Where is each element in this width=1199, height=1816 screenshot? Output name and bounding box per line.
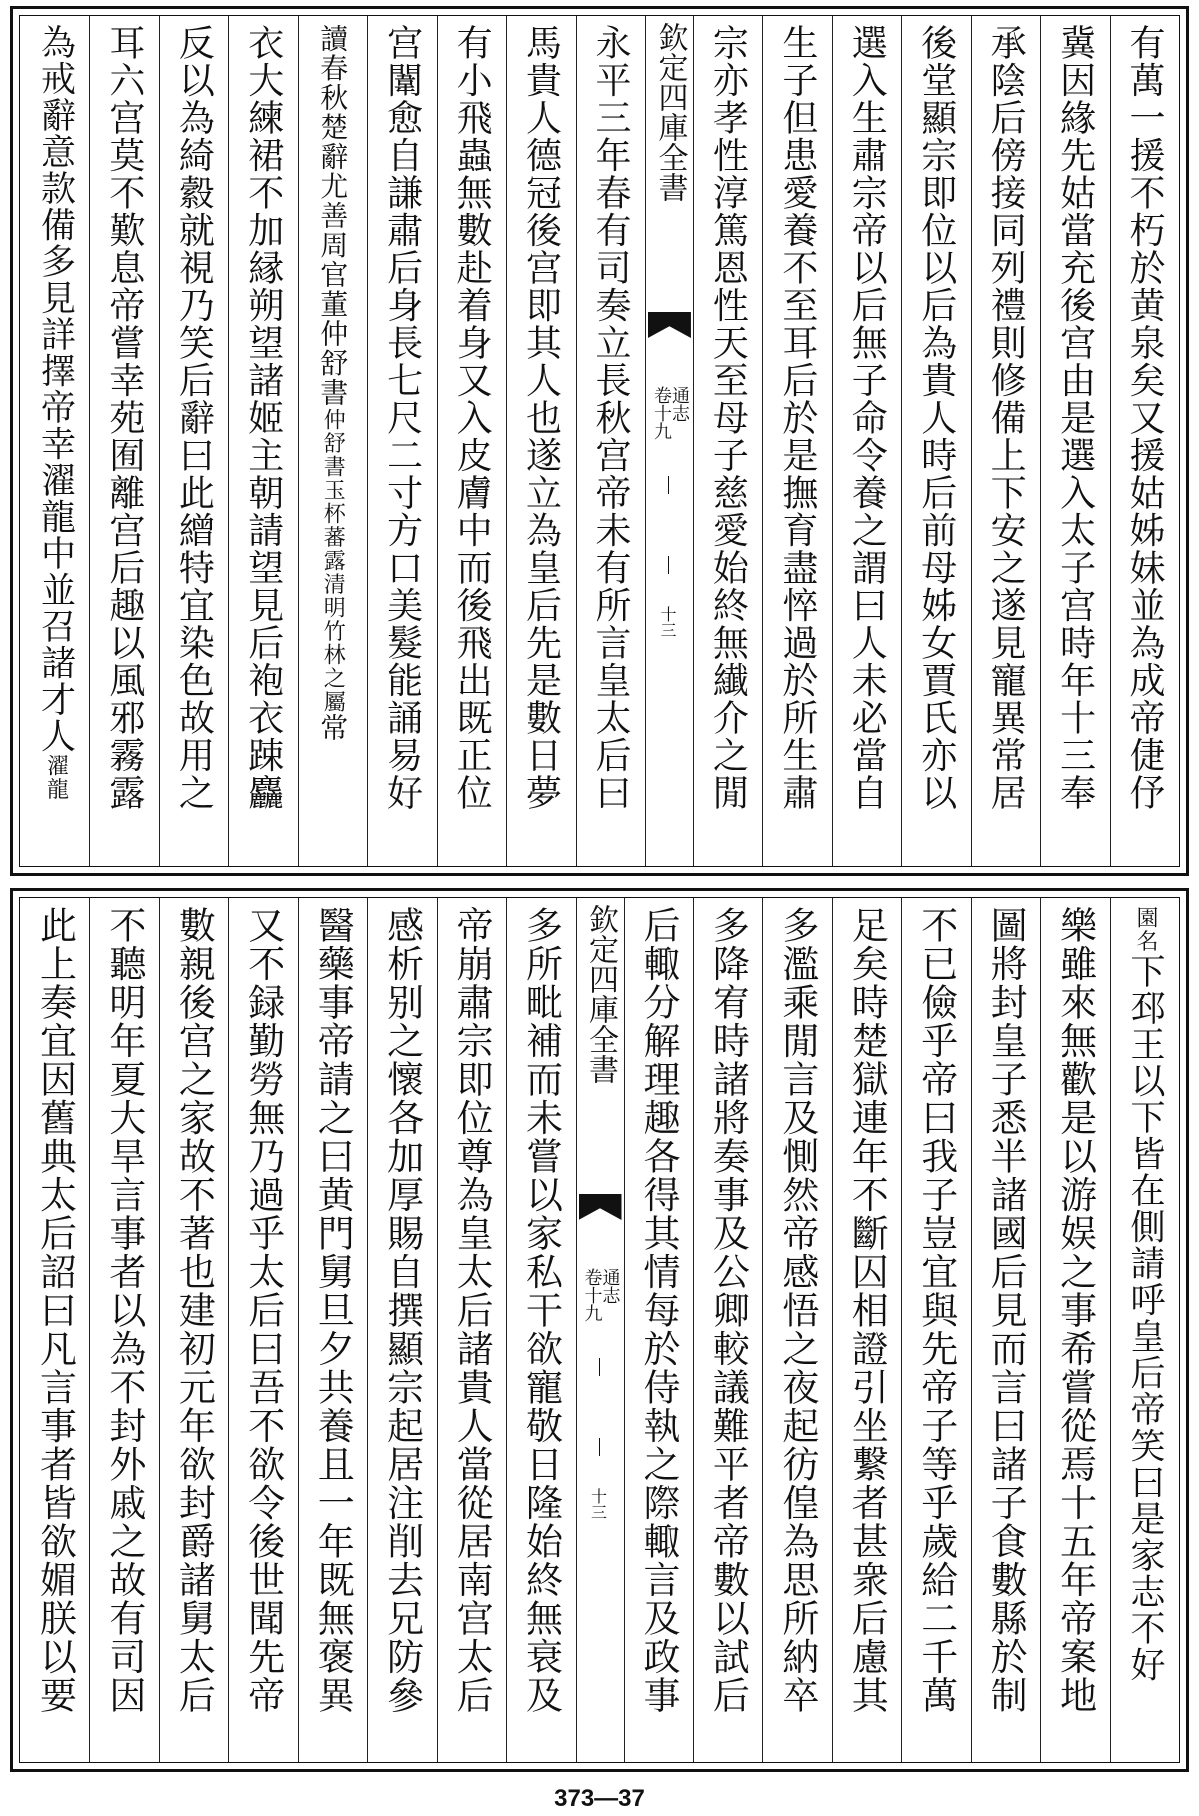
top-page-frame [19, 15, 1180, 867]
banner-page-number: 十三 [657, 606, 677, 638]
top-text-columns [20, 16, 1179, 866]
banner-volume-title: 通志 [599, 1268, 621, 1304]
text-column: 此上奏宜因舊典太后詔曰凡言事者皆欲媚朕以要 [33, 906, 77, 1715]
fish-tail-mark [579, 1194, 622, 1220]
text-column: 生子但患愛養不至耳后於是撫育盡悴過於所生肅 [762, 16, 831, 866]
fish-tail-mark [648, 312, 691, 338]
text-column: 帝崩肅宗即位尊為皇太后諸貴人當從居南宫太后 [437, 898, 506, 1762]
main-text: 下邳王以下皆在側請呼皇后帝笑曰是家志不好 [1125, 953, 1165, 1683]
text-column: 有萬一援不朽於黄泉矣又援姑姊妹並為成帝倢伃 [1110, 16, 1179, 866]
text-column: 醫藥事帝請之曰黄門舅旦夕共養且一年既無褒異 [298, 898, 367, 1762]
text-column: 后輙分解理趣各得其情每於侍執之際輙言及政事 [624, 898, 693, 1762]
banner-volume [652, 386, 688, 440]
bottom-text-columns [20, 898, 1179, 1762]
text-column: 後堂顯宗即位以后為貴人時后前母姊女賈氏亦以 [901, 16, 970, 866]
text-column: 選入生肅宗帝以后無子命令養之謂曰人未必當自 [832, 16, 901, 866]
annotation-note [43, 754, 67, 801]
banner-volume-number: 卷十九 [650, 386, 672, 440]
text-column: 不聽明年夏大旱言事者以為不封外戚之故有司因 [89, 898, 158, 1762]
banner-page-number: 十三 [588, 1488, 608, 1520]
banner-volume-number: 卷十九 [581, 1268, 603, 1322]
footer-page-number: 373—37 [554, 1785, 645, 1812]
banner-volume-title: 通志 [668, 386, 690, 422]
annotation-line: 龍 [43, 777, 69, 801]
text-column: 多所毗補而未嘗以家私干欲寵敬日隆始終無衰及 [506, 898, 575, 1762]
text-column: 有小飛蟲無數赴着身又入皮膚中而後飛出既正位 [437, 16, 506, 866]
text-column: 冀因緣先姑當充後宫由是選入太子宫時年十三奉 [1040, 16, 1109, 866]
banner-tick-mark [599, 1358, 600, 1376]
banner-title: 欽定四庫全書 [583, 904, 618, 1084]
text-column [298, 16, 367, 866]
center-banner [576, 898, 624, 1762]
main-text: 常 [316, 713, 350, 743]
bottom-page-panel [10, 888, 1189, 1772]
text-column: 反以為綺縠就視乃笑后辭曰此繒特宜染色故用之 [159, 16, 228, 866]
banner-tick-mark [599, 1438, 600, 1456]
text-column: 感析别之懷各加厚賜自撰顯宗起居注削去兄防參 [367, 898, 436, 1762]
text-column: 又不録勤勞無乃過乎太后曰吾不欲令後世聞先帝 [228, 898, 297, 1762]
banner-tick-mark [668, 556, 669, 574]
text-column: 馬貴人德冠後宫即其人也遂立為皇后先是數日夢 [506, 16, 575, 866]
banner-title: 欽定四庫全書 [652, 22, 688, 202]
text-column: 衣大練裙不加縁朔望諸姬主朝請望見后袍衣踈麤 [228, 16, 297, 866]
banner-volume [583, 1268, 619, 1322]
top-page-panel [10, 6, 1189, 876]
text-column [20, 16, 89, 866]
annotation-line: 仲舒書玉杯蕃露 [320, 407, 346, 572]
annotation-line: 名 [1133, 929, 1158, 953]
text-column: 不已儉乎帝曰我子豈宜與先帝子等乎歲給二千萬 [901, 898, 970, 1762]
bottom-page-frame [19, 897, 1180, 1763]
banner-tick-mark [668, 476, 669, 494]
text-column: 圖將封皇子悉半諸國后見而言曰諸子食數縣於制 [971, 898, 1040, 1762]
annotation-note [1133, 906, 1157, 953]
text-column: 宫闈愈自謙肅后身長七尺二寸方口美髮能誦易好 [367, 16, 436, 866]
text-column: 永平三年春有司奏立長秋宫帝未有所言皇太后曰 [576, 16, 645, 866]
main-text: 為戒辭意款備多見詳擇帝幸濯龍中並召諸才人 [35, 24, 76, 754]
text-column: 承陰后傍接同列禮則修備上下安之遂見寵異常居 [971, 16, 1040, 866]
annotation-line: 清明竹林之屬 [320, 572, 346, 713]
text-column: 樂雖來無歡是以游娱之事希嘗從焉十五年帝案地 [1040, 898, 1109, 1762]
annotation-line: 濯 [43, 754, 69, 778]
main-text: 讀春秋楚辭尤善周官董仲舒書 [316, 24, 350, 408]
text-column: 耳六宫莫不歎息帝嘗幸苑囿離宫后趣以風邪霧露 [89, 16, 158, 866]
text-column: 宗亦孝性淳篤恩性天至母子慈愛始終無纎介之閒 [693, 16, 762, 866]
text-column: 數親後宫之家故不著也建初元年欲封爵諸舅太后 [159, 898, 228, 1762]
center-banner [645, 16, 693, 866]
text-column: 足矣時楚獄連年不斷囚相證引坐繋者甚衆后慮其 [832, 898, 901, 1762]
annotation-note [320, 408, 344, 714]
text-column [1110, 898, 1179, 1762]
annotation-line: 園 [1133, 906, 1158, 930]
text-column: 多降宥時諸將奏事及公卿較議難平者帝數以試后 [693, 898, 762, 1762]
text-column: 多濫乘閒言及惻然帝感悟之夜起彷偟為思所納卒 [762, 898, 831, 1762]
